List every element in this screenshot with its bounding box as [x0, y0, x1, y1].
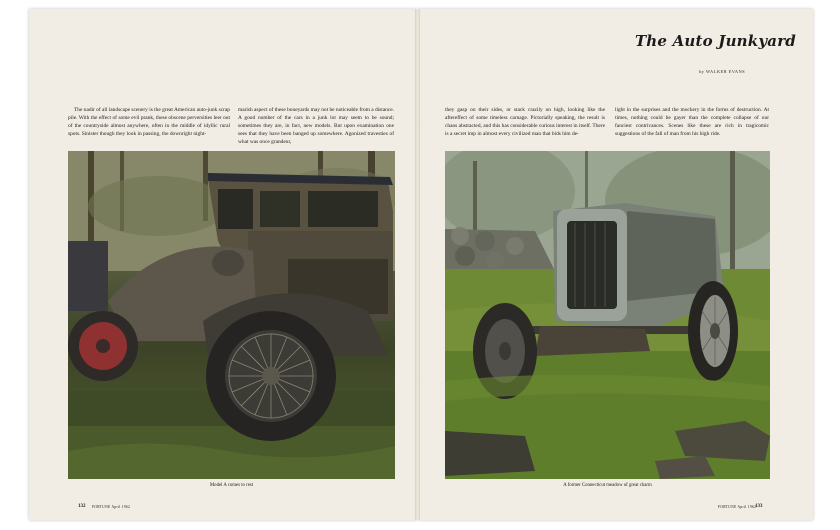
body-column-2: marish aspect of these boneyards may not be noticeable from a distance. A good number of the cars in a junk lot may seem to be sound; sometimes they are, in fact, new models. But upon examination one sees that they have been banged up somewhere. Agonized travesties of what was once grandeur,	[238, 107, 394, 146]
page-gutter	[415, 9, 420, 520]
page-number-right: 133	[755, 504, 763, 509]
body-column-4: light in the surprises and the mockery in the forms of destruction. At times, nothing could be gayer than the complete collapse of our fanciest contrivances. Scenes like these are rich in tragicomic suggestions of the fall of man from his high ride.	[615, 107, 769, 138]
body-column-1: The nadir of all landscape scenery is the great American auto-junk scrap pile. With the effect of some evil prank, these obscene perversities leer out of the countryside almost anywhere, often in the middle of idyllic rural spots. Sinister though they look in passing, the downright night-	[68, 107, 230, 138]
photo-meadow-wreck	[445, 151, 770, 479]
page-number-left: 132	[78, 504, 86, 509]
photo-model-a	[68, 151, 395, 479]
meadow-wreck-illustration	[445, 151, 770, 479]
body-column-3: they gasp on their sides, or stack crazily on high, looking like the aftereffect of some timeless carnage. Pictorially speaking, the result is chaos abstracted, and this has considerable curious interest in itself. There is a secret imp in almost every civilized man that bids him de-	[445, 107, 605, 138]
folio-magazine-left: FORTUNE April 1962	[92, 505, 131, 509]
article-title: The Auto Junkyard	[634, 32, 796, 50]
model-a-illustration	[68, 151, 395, 479]
caption-right: A former Connecticut meadow of great charm	[563, 483, 652, 488]
caption-left: Model A comes to rest	[209, 483, 254, 488]
folio-magazine-right: FORTUNE April 1962	[718, 505, 757, 509]
article-byline: by WALKER EVANS	[699, 69, 745, 74]
